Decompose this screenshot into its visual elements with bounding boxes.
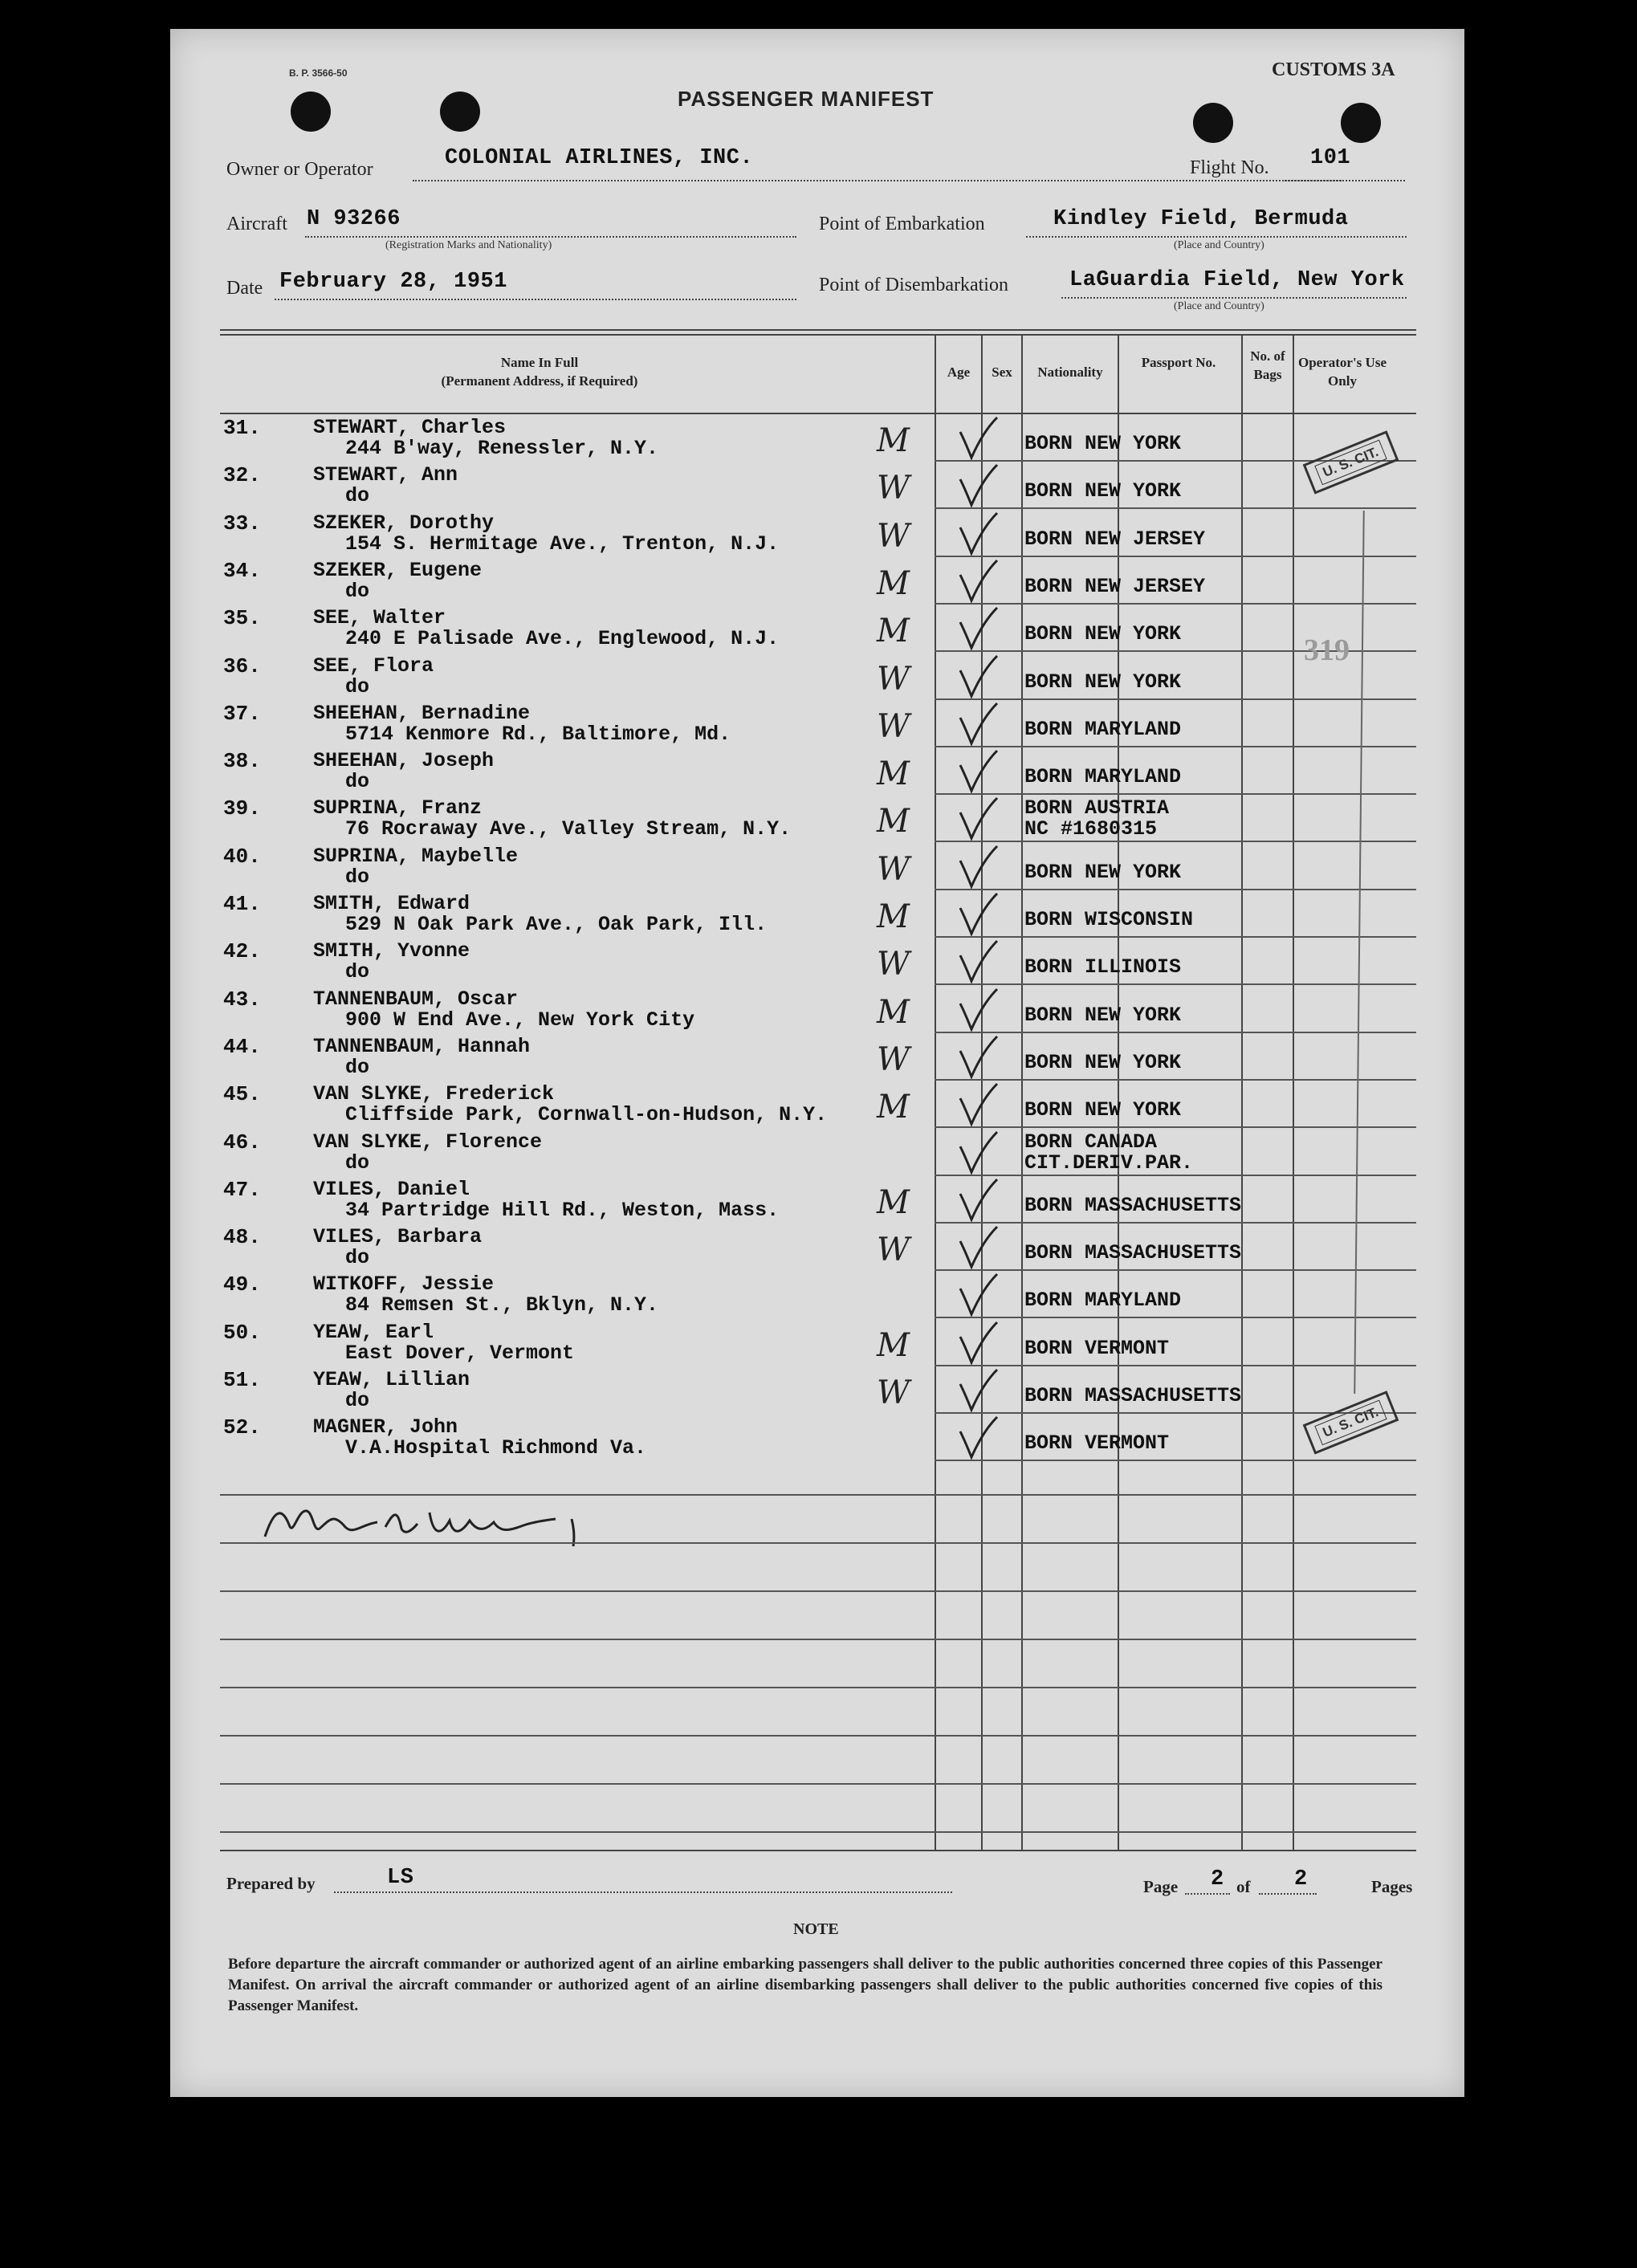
passenger-sex: M <box>877 565 910 602</box>
passenger-name: VAN SLYKE, Florence <box>313 1130 543 1154</box>
passenger-sex: M <box>877 994 910 1031</box>
passenger-address: do <box>345 770 370 793</box>
passenger-nationality: BORN NEW YORK <box>1024 670 1182 694</box>
passenger-name: SEE, Flora <box>313 654 434 678</box>
passenger-nationality: BORN MASSACHUSETTS <box>1024 1384 1242 1407</box>
passenger-nationality: BORN CANADA <box>1024 1130 1158 1154</box>
passenger-nationality: BORN NEW YORK <box>1024 1004 1182 1027</box>
punch-hole <box>440 92 480 132</box>
date-value: February 28, 1951 <box>279 270 507 294</box>
owner-value: COLONIAL AIRLINES, INC. <box>445 146 754 170</box>
operator-number: 319 <box>1304 633 1350 667</box>
passenger-sex: W <box>877 470 910 507</box>
table-row <box>170 1081 1464 1128</box>
passenger-name: YEAW, Earl <box>313 1321 434 1344</box>
passenger-address: 154 S. Hermitage Ave., Trenton, N.J. <box>345 532 780 556</box>
passenger-nationality: BORN MARYLAND <box>1024 1289 1182 1312</box>
check-mark-icon <box>954 510 1002 558</box>
row-number: 34. <box>223 559 261 583</box>
passenger-sex: W <box>877 1374 910 1411</box>
us-citizen-stamp: U. S. CIT. <box>1303 1391 1399 1454</box>
aircraft-sub: (Registration Marks and Nationality) <box>385 239 552 251</box>
passenger-nationality-line2: CIT.DERIV.PAR. <box>1024 1151 1194 1175</box>
empty-row-line <box>220 1735 1416 1737</box>
table-row <box>170 747 1464 795</box>
passenger-name: STEWART, Ann <box>313 463 458 487</box>
passenger-name: VILES, Barbara <box>313 1225 483 1248</box>
row-number: 51. <box>223 1368 261 1392</box>
passenger-name: YEAW, Lillian <box>313 1368 470 1391</box>
passenger-name: SHEEHAN, Bernadine <box>313 702 531 725</box>
embark-label: Point of Embarkation <box>819 214 985 234</box>
row-divider <box>935 841 1416 842</box>
passenger-address: 76 Rocraway Ave., Valley Stream, N.Y. <box>345 817 792 841</box>
passenger-nationality: BORN WISCONSIN <box>1024 908 1194 931</box>
punch-hole <box>291 92 331 132</box>
passenger-name: SUPRINA, Maybelle <box>313 845 519 868</box>
check-mark-icon <box>954 1414 1002 1462</box>
row-number: 31. <box>223 416 261 440</box>
aircraft-label: Aircraft <box>226 214 287 234</box>
passenger-address: 5714 Kenmore Rd., Baltimore, Md. <box>345 723 731 746</box>
pages-label: Pages <box>1371 1877 1413 1896</box>
passenger-address: do <box>345 1246 370 1269</box>
passenger-sex: W <box>877 661 910 698</box>
passenger-nationality-line2: NC #1680315 <box>1024 817 1158 841</box>
passenger-nationality: BORN NEW YORK <box>1024 622 1182 645</box>
passenger-name: TANNENBAUM, Oscar <box>313 987 519 1011</box>
check-mark-icon <box>954 557 1002 605</box>
table-row <box>170 1033 1464 1081</box>
table-row <box>170 414 1464 462</box>
check-mark-icon <box>954 1319 1002 1367</box>
col-sex-header: Sex <box>992 364 1012 380</box>
row-number: 41. <box>223 892 261 916</box>
col-nationality-header: Nationality <box>1037 364 1103 380</box>
of-label: of <box>1236 1877 1251 1896</box>
embark-sub: (Place and Country) <box>1174 239 1264 251</box>
row-number: 43. <box>223 987 261 1012</box>
note-title: NOTE <box>793 1920 839 1938</box>
check-mark-icon <box>954 890 1002 939</box>
check-mark-icon <box>954 1271 1002 1319</box>
row-number: 47. <box>223 1178 261 1202</box>
passenger-address: East Dover, Vermont <box>345 1342 575 1365</box>
passenger-nationality: BORN NEW JERSEY <box>1024 527 1206 551</box>
passenger-nationality: BORN MASSACHUSETTS <box>1024 1241 1242 1264</box>
disembark-sub: (Place and Country) <box>1174 300 1264 312</box>
date-label: Date <box>226 278 263 299</box>
check-mark-icon <box>954 1033 1002 1081</box>
check-mark-icon <box>954 747 1002 796</box>
col-bags-header: No. of Bags <box>1250 348 1285 382</box>
note-text: Before departure the aircraft commander or authorized agent of an airline embarking passengers shall deliver to the public authorities concerned three copies of this Passenger Manifest. On arrival the aircraft commander or authorized agent of an airline disembarking passengers shall deliver to the public authorities concerned five copies of this Passenger Manifest. <box>228 1956 1382 2014</box>
passenger-nationality: BORN NEW YORK <box>1024 1098 1182 1122</box>
passenger-nationality: BORN NEW YORK <box>1024 861 1182 884</box>
table-row <box>170 843 1464 890</box>
passenger-nationality: BORN AUSTRIA <box>1024 796 1170 820</box>
table-row <box>170 557 1464 605</box>
row-divider <box>935 1126 1416 1128</box>
passenger-nationality: BORN ILLINOIS <box>1024 955 1182 979</box>
table-row <box>170 700 1464 747</box>
passenger-name: WITKOFF, Jessie <box>313 1272 495 1296</box>
passenger-nationality: BORN NEW YORK <box>1024 479 1182 503</box>
passenger-name: SMITH, Yvonne <box>313 939 470 963</box>
row-number: 35. <box>223 606 261 630</box>
passenger-address: Cliffside Park, Cornwall-on-Hudson, N.Y. <box>345 1103 828 1126</box>
row-divider <box>935 1460 1416 1461</box>
row-number: 45. <box>223 1082 261 1106</box>
passenger-address: do <box>345 1056 370 1079</box>
table-row <box>170 1319 1464 1366</box>
table-row <box>170 1224 1464 1271</box>
check-mark-icon <box>954 795 1002 843</box>
punch-hole <box>1193 103 1233 143</box>
passenger-name: SEE, Walter <box>313 606 446 629</box>
passenger-nationality: BORN MASSACHUSETTS <box>1024 1194 1242 1217</box>
passenger-sex: W <box>877 851 910 888</box>
empty-row-line <box>220 1831 1416 1833</box>
passenger-sex: M <box>877 898 910 935</box>
passenger-address: 34 Partridge Hill Rd., Weston, Mass. <box>345 1199 780 1222</box>
passenger-sex: W <box>877 946 910 983</box>
passenger-sex: W <box>877 1232 910 1268</box>
passenger-address: do <box>345 484 370 507</box>
col-age-header: Age <box>947 364 971 380</box>
empty-row-line <box>220 1494 1416 1496</box>
passenger-name: SZEKER, Eugene <box>313 559 483 582</box>
passenger-nationality: BORN VERMONT <box>1024 1431 1170 1455</box>
customs-form-number: CUSTOMS 3A <box>1272 59 1395 80</box>
table-row <box>170 1271 1464 1318</box>
row-number: 49. <box>223 1272 261 1297</box>
passenger-name: STEWART, Charles <box>313 416 507 439</box>
flight-value: 101 <box>1310 146 1351 170</box>
row-number: 40. <box>223 845 261 869</box>
check-mark-icon <box>954 605 1002 653</box>
table-row <box>170 1176 1464 1224</box>
table-row <box>170 462 1464 509</box>
check-mark-icon <box>954 1224 1002 1272</box>
passenger-address: do <box>345 675 370 698</box>
punch-hole <box>1341 103 1381 143</box>
passenger-address: do <box>345 1151 370 1175</box>
check-mark-icon <box>954 700 1002 748</box>
col-name-header: Name In Full (Permanent Address, if Required) <box>441 355 638 389</box>
passenger-name: TANNENBAUM, Hannah <box>313 1035 531 1058</box>
table-row <box>170 986 1464 1033</box>
table-row <box>170 653 1464 700</box>
row-number: 48. <box>223 1225 261 1249</box>
col-passport-header: Passport No. <box>1141 355 1216 370</box>
empty-row-line <box>220 1639 1416 1640</box>
page-title: PASSENGER MANIFEST <box>678 87 935 111</box>
passenger-address: V.A.Hospital Richmond Va. <box>345 1436 647 1460</box>
passenger-address: do <box>345 865 370 889</box>
form-code: B. P. 3566-50 <box>289 67 348 79</box>
table-row <box>170 1366 1464 1414</box>
page-value: 2 <box>1211 1867 1224 1891</box>
passenger-address: 900 W End Ave., New York City <box>345 1008 695 1032</box>
passenger-nationality: BORN NEW YORK <box>1024 432 1182 455</box>
passenger-address: 84 Remsen St., Bklyn, N.Y. <box>345 1293 659 1317</box>
passenger-name: SMITH, Edward <box>313 892 470 915</box>
passenger-nationality: BORN VERMONT <box>1024 1337 1170 1360</box>
check-mark-icon <box>954 462 1002 510</box>
passenger-sex: M <box>877 755 910 792</box>
passenger-sex: M <box>877 1089 910 1126</box>
check-mark-icon <box>954 986 1002 1034</box>
passenger-address: do <box>345 580 370 603</box>
passenger-nationality: BORN NEW YORK <box>1024 1051 1182 1074</box>
check-mark-icon <box>954 1176 1002 1224</box>
table-row <box>170 605 1464 652</box>
of-value: 2 <box>1294 1867 1308 1891</box>
row-number: 50. <box>223 1321 261 1345</box>
table-row <box>170 795 1464 842</box>
aircraft-value: N 93266 <box>307 207 401 231</box>
table-row <box>170 510 1464 557</box>
passenger-sex: M <box>877 422 910 459</box>
row-number: 37. <box>223 702 261 726</box>
passenger-sex: W <box>877 1041 910 1078</box>
passenger-name: VAN SLYKE, Frederick <box>313 1082 555 1105</box>
passenger-name: MAGNER, John <box>313 1415 458 1439</box>
table-row <box>170 890 1464 938</box>
check-mark-icon <box>954 653 1002 701</box>
passenger-address: do <box>345 960 370 983</box>
passenger-nationality: BORN MARYLAND <box>1024 718 1182 741</box>
prepared-label: Prepared by <box>226 1874 316 1893</box>
col-operator-header: Operator's Use Only <box>1297 355 1387 389</box>
check-mark-icon <box>954 414 1002 462</box>
page-label: Page <box>1143 1877 1179 1896</box>
manifest-page <box>170 29 1464 2097</box>
empty-row-line <box>220 1542 1416 1544</box>
check-mark-icon <box>954 1366 1002 1415</box>
flight-label: Flight No. <box>1190 157 1269 178</box>
passenger-nationality: BORN MARYLAND <box>1024 765 1182 788</box>
table-row <box>170 1414 1464 1461</box>
passenger-sex: M <box>877 1184 910 1221</box>
empty-row-line <box>220 1783 1416 1785</box>
row-number: 44. <box>223 1035 261 1059</box>
passenger-name: SUPRINA, Franz <box>313 796 483 820</box>
embark-value: Kindley Field, Bermuda <box>1053 207 1349 231</box>
passenger-sex: M <box>877 1327 910 1364</box>
empty-row-line <box>220 1590 1416 1592</box>
row-number: 33. <box>223 511 261 535</box>
table-row <box>170 1129 1464 1176</box>
empty-row-line <box>220 1687 1416 1688</box>
passenger-nationality: BORN NEW JERSEY <box>1024 575 1206 598</box>
owner-label: Owner or Operator <box>226 159 373 180</box>
row-number: 42. <box>223 939 261 963</box>
disembark-value: LaGuardia Field, New York <box>1069 268 1405 292</box>
passenger-address: do <box>345 1389 370 1412</box>
passenger-sex: M <box>877 803 910 840</box>
check-mark-icon <box>954 1081 1002 1129</box>
passenger-address: 244 B'way, Renessler, N.Y. <box>345 437 659 460</box>
table-row <box>170 938 1464 985</box>
prepared-value: LS <box>387 1866 414 1890</box>
row-number: 39. <box>223 796 261 820</box>
disembark-label: Point of Disembarkation <box>819 275 1008 295</box>
row-divider <box>935 1317 1416 1318</box>
check-mark-icon <box>954 938 1002 986</box>
row-number: 46. <box>223 1130 261 1154</box>
check-mark-icon <box>954 1129 1002 1177</box>
passenger-name: SHEEHAN, Joseph <box>313 749 495 772</box>
check-mark-icon <box>954 843 1002 891</box>
row-number: 36. <box>223 654 261 678</box>
passenger-sex: M <box>877 613 910 649</box>
passenger-name: SZEKER, Dorothy <box>313 511 495 535</box>
passenger-address: 529 N Oak Park Ave., Oak Park, Ill. <box>345 913 768 936</box>
passenger-sex: W <box>877 708 910 745</box>
row-number: 52. <box>223 1415 261 1439</box>
passenger-name: VILES, Daniel <box>313 1178 470 1201</box>
row-divider <box>935 983 1416 985</box>
passenger-sex: W <box>877 518 910 555</box>
passenger-address: 240 E Palisade Ave., Englewood, N.J. <box>345 627 780 650</box>
row-number: 38. <box>223 749 261 773</box>
row-divider <box>935 507 1416 509</box>
us-citizen-stamp: U. S. CIT. <box>1303 430 1399 494</box>
row-number: 32. <box>223 463 261 487</box>
